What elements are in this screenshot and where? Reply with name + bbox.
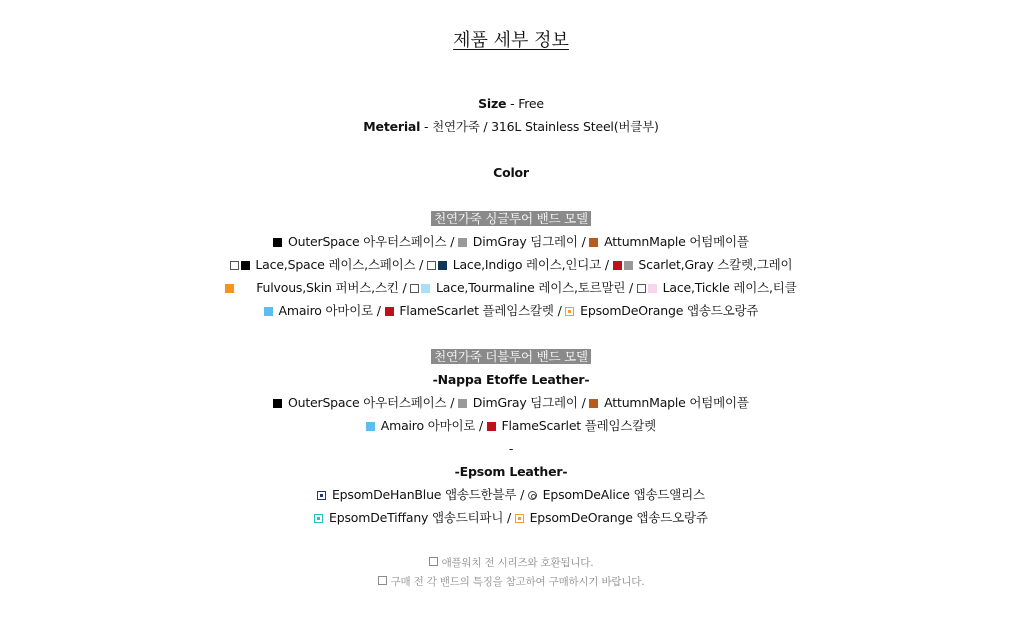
size-value: Free — [518, 96, 544, 111]
color-swatch-icon — [624, 261, 633, 270]
color-label: Color — [493, 165, 529, 180]
color-swatch-icon — [236, 284, 250, 293]
color-option — [225, 280, 398, 295]
epsom-title: -Epsom Leather- — [454, 464, 568, 479]
color-swatch-icon — [225, 284, 234, 293]
color-option-label: EpsomDeHanBlue 앱송드한블루 — [331, 487, 517, 502]
color-option — [410, 280, 625, 295]
outline-square-icon — [427, 261, 436, 270]
color-option — [613, 257, 793, 272]
page-title: 제품 세부 정보 — [453, 30, 569, 51]
epsom-color-row-1 — [0, 486, 1022, 504]
color-swatch-icon — [264, 307, 273, 316]
note-checkbox-icon — [429, 557, 438, 566]
color-option — [385, 303, 554, 318]
color-option — [458, 234, 578, 249]
slash-separator: / — [577, 395, 590, 410]
color-swatch-icon — [438, 261, 447, 270]
nappa-color-row-1 — [0, 394, 1022, 412]
color-swatch-icon — [273, 238, 282, 247]
color-option-label: FlameScarlet 플레임스칼렛 — [399, 303, 554, 318]
color-option — [317, 487, 516, 502]
slash-separator: / — [577, 234, 590, 249]
color-swatch-icon — [241, 261, 250, 270]
slash-separator: / — [516, 487, 528, 502]
slash-separator: / — [415, 257, 427, 272]
framed-swatch-icon — [515, 514, 524, 523]
color-option-label: Amairo 아마이로 — [380, 418, 476, 433]
epsom-color-row-2 — [0, 509, 1022, 527]
outline-square-icon — [230, 261, 239, 270]
section-dash: - — [508, 441, 514, 456]
note-checkbox-icon — [378, 576, 387, 585]
size-label: Size — [478, 96, 507, 111]
color-option-label: EpsomDeOrange 앱송드오랑쥬 — [529, 510, 708, 525]
color-option-label: EpsomDeAlice 앱송드앨리스 — [542, 487, 705, 502]
framed-swatch-icon — [314, 514, 323, 523]
outline-square-icon — [410, 284, 419, 293]
note-compatibility — [0, 554, 1022, 572]
color-option — [273, 395, 446, 410]
color-swatch-icon — [458, 399, 467, 408]
color-option-label: Scarlet,Gray 스칼렛,그레이 — [638, 257, 793, 272]
single-color-row-1 — [0, 233, 1022, 251]
note-purchase — [0, 573, 1022, 591]
color-option-label: Lace,Space 레이스,스페이스 — [255, 257, 416, 272]
color-option — [366, 418, 475, 433]
color-option — [230, 257, 416, 272]
color-option-label: Amairo 아마이로 — [278, 303, 373, 318]
color-swatch-icon — [366, 422, 375, 431]
color-option — [458, 395, 578, 410]
nappa-title: -Nappa Etoffe Leather- — [432, 372, 590, 387]
color-option-label: Lace,Tourmaline 레이스,토르말린 — [436, 280, 626, 295]
color-swatch-icon — [273, 399, 282, 408]
color-option-label: Lace,Tickle 레이스,티클 — [662, 280, 797, 295]
color-swatch-icon — [421, 284, 430, 293]
color-swatch-icon — [385, 307, 394, 316]
color-option-label: FlameScarlet 플레임스칼렛 — [501, 418, 657, 433]
slash-separator: / — [553, 303, 566, 318]
color-option-label: OuterSpace 아우터스페이스 — [287, 234, 447, 249]
material-label: Meterial — [363, 119, 421, 134]
color-option — [589, 234, 748, 249]
color-option — [528, 487, 705, 502]
slash-separator: / — [446, 395, 458, 410]
color-option-label: AttumnMaple 어텀메이플 — [604, 395, 749, 410]
color-option-label: DimGray 딤그레이 — [472, 395, 578, 410]
note-compatibility-text: 애플워치 전 시리즈와 호환됩니다. — [441, 557, 594, 569]
color-option — [487, 418, 656, 433]
slash-separator: / — [446, 234, 458, 249]
nappa-color-row-2 — [0, 417, 1022, 435]
color-option — [427, 257, 601, 272]
size-separator: - — [506, 96, 519, 111]
color-swatch-icon — [487, 422, 496, 431]
single-tour-heading: 천연가죽 싱글투어 밴드 모델 — [431, 211, 591, 226]
color-option-label: Fulvous,Skin 퍼버스,스킨 — [256, 280, 399, 295]
outline-square-icon — [637, 284, 646, 293]
slash-separator: / — [503, 510, 515, 525]
single-color-row-3 — [0, 279, 1022, 297]
color-option-label: DimGray 딤그레이 — [472, 234, 578, 249]
material-separator: - — [420, 119, 433, 134]
note-purchase-text: 구매 전 각 밴드의 특징을 참고하여 구매하시기 바랍니다. — [390, 576, 645, 588]
color-option-label: Lace,Indigo 레이스,인디고 — [452, 257, 602, 272]
framed-swatch-icon — [565, 307, 574, 316]
color-swatch-icon — [458, 238, 467, 247]
color-option-label: OuterSpace 아우터스페이스 — [287, 395, 447, 410]
single-tour-heading-row — [0, 210, 1022, 228]
color-option — [314, 510, 503, 525]
slash-separator: / — [601, 257, 613, 272]
color-option-label: AttumnMaple 어텀메이플 — [604, 234, 749, 249]
single-color-row-4 — [0, 302, 1022, 320]
color-option — [264, 303, 373, 318]
slash-separator: / — [372, 303, 385, 318]
slash-separator: / — [475, 418, 487, 433]
material-row — [0, 118, 1022, 136]
color-option — [273, 234, 446, 249]
size-row — [0, 95, 1022, 113]
color-option-label: EpsomDeTiffany 앱송드티파니 — [329, 510, 504, 525]
color-option-label: EpsomDeOrange 앱송드오랑쥬 — [580, 303, 759, 318]
color-option — [515, 510, 708, 525]
slash-separator: / — [625, 280, 637, 295]
double-tour-heading: 천연가죽 더블투어 밴드 모델 — [431, 349, 591, 364]
material-value: 천연가죽 / 316L Stainless Steel(버클부) — [432, 119, 659, 134]
color-swatch-icon — [648, 284, 657, 293]
color-option — [637, 280, 797, 295]
slash-separator: / — [398, 280, 411, 295]
color-option — [565, 303, 758, 318]
color-swatch-icon — [613, 261, 622, 270]
single-color-row-2 — [0, 256, 1022, 274]
double-circle-icon — [528, 491, 537, 500]
double-tour-heading-row — [0, 348, 1022, 366]
color-option — [589, 395, 748, 410]
color-swatch-icon — [589, 238, 598, 247]
color-swatch-icon — [589, 399, 598, 408]
framed-swatch-icon — [317, 491, 326, 500]
